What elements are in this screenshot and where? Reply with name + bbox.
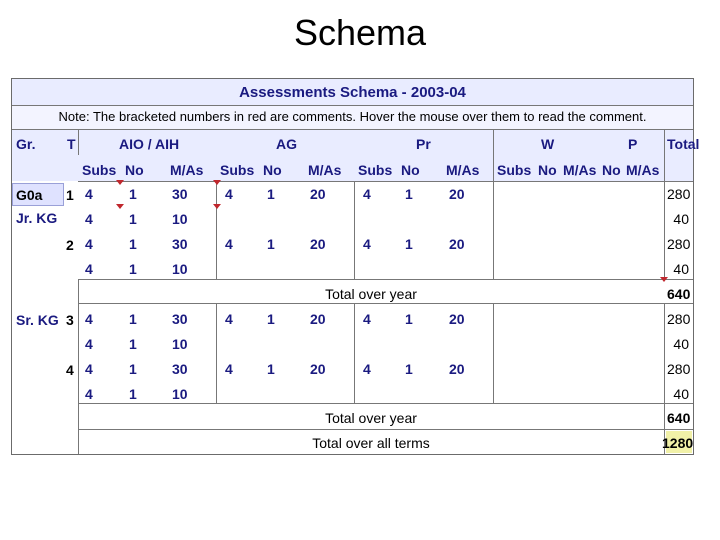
ag-mas-value: 20 (310, 186, 326, 202)
subheader-ag-no: No (263, 162, 282, 178)
ag-no-value: 1 (267, 236, 275, 252)
ag-mas-value: 20 (310, 311, 326, 327)
term-3: 3 (66, 312, 74, 328)
comment-marker[interactable] (213, 204, 221, 209)
col-header-grade: Gr. (16, 136, 36, 152)
aio-subs-value: 4 (85, 186, 93, 202)
aio-mas-value: 30 (172, 361, 188, 377)
comment-marker[interactable] (116, 204, 124, 209)
row-total-value: 40 (673, 211, 689, 227)
row-total-value: 280 (667, 311, 691, 327)
pr-subs-value: 4 (363, 236, 371, 252)
aio-mas-value: 10 (172, 211, 188, 227)
col-header-pr: Pr (416, 136, 431, 152)
aio-subs-value: 4 (85, 386, 93, 402)
ag-mas-value: 20 (310, 361, 326, 377)
total-over-year-label: Total over year (325, 410, 417, 426)
subheader-w-subs: Subs (497, 162, 532, 178)
subheader-aio-subs: Subs (82, 162, 117, 178)
term-4: 4 (66, 362, 74, 378)
comment-marker[interactable] (660, 277, 668, 282)
ag-no-value: 1 (267, 361, 275, 377)
aio-subs-value: 4 (85, 211, 93, 227)
aio-mas-value: 30 (172, 311, 188, 327)
row-total-value: 280 (667, 236, 691, 252)
ag-no-value: 1 (267, 311, 275, 327)
aio-no-value: 1 (129, 236, 137, 252)
pr-mas-value: 20 (449, 186, 465, 202)
pr-subs-value: 4 (363, 361, 371, 377)
aio-no-value: 1 (129, 261, 137, 277)
pr-mas-value: 20 (449, 236, 465, 252)
ag-subs-value: 4 (225, 236, 233, 252)
subheader-aio-mas: M/As (170, 162, 204, 178)
schema-table (11, 78, 700, 455)
row-total-value: 40 (673, 336, 689, 352)
aio-no-value: 1 (129, 336, 137, 352)
subheader-pr-subs: Subs (358, 162, 393, 178)
aio-no-value: 1 (129, 311, 137, 327)
aio-subs-value: 4 (85, 311, 93, 327)
total-all-terms-label: Total over all terms (312, 435, 430, 451)
col-header-p: P (628, 136, 638, 152)
ag-subs-value: 4 (225, 361, 233, 377)
subheader-w-no: No (538, 162, 557, 178)
comment-marker[interactable] (213, 180, 221, 185)
pr-mas-value: 20 (449, 311, 465, 327)
grade-label-sr-kg: Sr. KG (16, 312, 59, 328)
col-header-w: W (541, 136, 555, 152)
subheader-w-mas: M/As (563, 162, 597, 178)
col-header-total: Total (667, 136, 700, 152)
aio-no-value: 1 (129, 186, 137, 202)
row-total-value: 40 (673, 386, 689, 402)
ag-mas-value: 20 (310, 236, 326, 252)
aio-no-value: 1 (129, 386, 137, 402)
total-over-year-label: Total over year (325, 286, 417, 302)
term-2: 2 (66, 237, 74, 253)
subheader-aio-no: No (125, 162, 144, 178)
total-over-year-value: 640 (667, 286, 691, 302)
subheader-pr-mas: M/As (446, 162, 480, 178)
comment-note: Note: The bracketed numbers in red are comments. Hover the mouse over them to read the comment. (58, 109, 647, 124)
aio-mas-value: 10 (172, 336, 188, 352)
aio-subs-value: 4 (85, 336, 93, 352)
aio-mas-value: 10 (172, 261, 188, 277)
grade-label-jr-kg: Jr. KG (16, 210, 58, 226)
pr-subs-value: 4 (363, 311, 371, 327)
subheader-p-no: No (602, 162, 621, 178)
col-header-ag: AG (276, 136, 297, 152)
pr-subs-value: 4 (363, 186, 371, 202)
pr-no-value: 1 (405, 236, 413, 252)
aio-subs-value: 4 (85, 261, 93, 277)
subheader-pr-no: No (401, 162, 420, 178)
pr-no-value: 1 (405, 311, 413, 327)
term-1: 1 (66, 187, 74, 203)
total-all-terms-value: 1280 (662, 435, 694, 451)
aio-subs-value: 4 (85, 361, 93, 377)
col-header-aio: AIO / AIH (119, 136, 180, 152)
slide-title: Schema (293, 12, 427, 53)
subheader-ag-mas: M/As (308, 162, 342, 178)
aio-mas-value: 30 (172, 236, 188, 252)
aio-no-value: 1 (129, 361, 137, 377)
aio-mas-value: 30 (172, 186, 188, 202)
col-header-term: T (67, 136, 76, 152)
subheader-ag-subs: Subs (220, 162, 255, 178)
aio-no-value: 1 (129, 211, 137, 227)
row-total-value: 40 (673, 261, 689, 277)
ag-no-value: 1 (267, 186, 275, 202)
row-total-value: 280 (667, 361, 691, 377)
pr-mas-value: 20 (449, 361, 465, 377)
total-over-year-value: 640 (667, 410, 691, 426)
pr-no-value: 1 (405, 186, 413, 202)
ag-subs-value: 4 (225, 186, 233, 202)
ag-subs-value: 4 (225, 311, 233, 327)
row-total-value: 280 (667, 186, 691, 202)
pr-no-value: 1 (405, 361, 413, 377)
comment-marker[interactable] (116, 180, 124, 185)
sheet-title: Assessments Schema - 2003-04 (239, 84, 466, 101)
subheader-p-mas: M/As (626, 162, 660, 178)
aio-subs-value: 4 (85, 236, 93, 252)
aio-mas-value: 10 (172, 386, 188, 402)
grade-label-g0a: G0a (16, 187, 43, 203)
